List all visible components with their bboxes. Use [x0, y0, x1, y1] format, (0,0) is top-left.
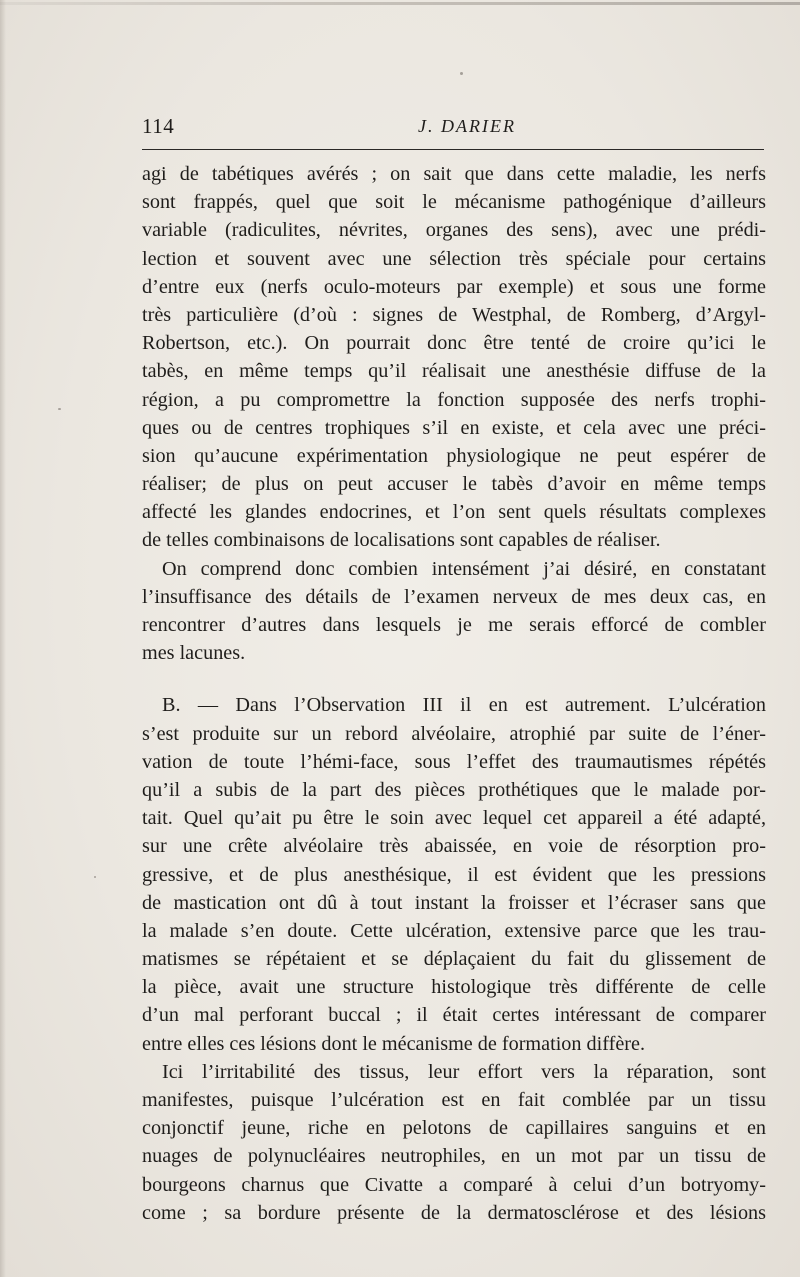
page-number: 114 — [142, 114, 175, 138]
text-line: rencontrer d’autres dans lesquels je me serais efforcé de combler — [142, 614, 766, 636]
text-line: affecté les glandes endocrines, et l’on sent quels résultats complexes — [142, 501, 766, 524]
text-line: sont frappés, quel que soit le mécanisme pathogénique d’ailleurs — [142, 191, 766, 214]
text-line: ques ou de centres trophiques s’il en existe, et cela avec une préci- — [142, 416, 766, 439]
page-gutter-shadow — [0, 0, 6, 1277]
text-line: Ici l’irritabilité des tissus, leur effort vers la réparation, sont — [162, 1060, 766, 1083]
text-line: entre elles ces lésions dont le mécanisme de formation diffère. — [142, 1032, 646, 1055]
scan-speck — [58, 408, 61, 410]
text-line: B. — Dans l’Observation III il en est autrement. L’ulcération — [162, 694, 766, 717]
text-line: de telles combinaisons de localisations sont capables de réaliser. — [142, 529, 661, 552]
text-line: la malade s’en doute. Cette ulcération, extensive parce que les trau- — [142, 919, 766, 942]
text-line: qu’il a subis de la part des pièces prothétiques que le malade por- — [142, 778, 766, 801]
text-line: de mastication ont dû à tout instant la froisser et l’écraser sans que — [142, 891, 766, 914]
scan-speck — [94, 876, 96, 878]
body-text — [142, 160, 766, 1227]
text-line: la pièce, avait une structure histologique très différente de celle — [142, 976, 766, 999]
text-line: lection et souvent avec une sélection très spéciale pour certains — [142, 247, 766, 270]
text-line: Robertson, etc.). On pourrait donc être tenté de croire qu’ici le — [142, 332, 766, 355]
running-head: J. DARIER — [418, 116, 516, 136]
text-line: manifestes, puisque l’ulcération est en fait comblée par un tissu — [142, 1089, 766, 1111]
text-line: vation de toute l’hémi-face, sous l’effet des traumautismes répétés — [142, 750, 766, 773]
text-line: sur une crête alvéolaire très abaissée, en voie de résorption pro- — [142, 835, 766, 858]
text-line: tabès, en même temps qu’il réalisait une anesthésie diffuse de la — [142, 360, 766, 383]
paragraph — [142, 691, 766, 1057]
text-line: matismes se répétaient et se déplaçaient du fait du glissement de — [142, 948, 766, 971]
text-line: come ; sa bordure présente de la dermatosclérose et des lésions — [142, 1201, 766, 1224]
text-line: conjonctif jeune, riche en pelotons de capillaires sanguins et en — [142, 1117, 766, 1140]
text-line: l’insuffisance des détails de l’examen nerveux de mes deux cas, en — [142, 585, 766, 608]
paragraph — [142, 555, 766, 668]
text-line: très particulière (d’où : signes de Westphal, de Romberg, d’Argyl- — [142, 303, 766, 326]
text-line: région, a pu compromettre la fonction supposée des nerfs trophi- — [142, 388, 766, 411]
section-gap — [142, 667, 766, 691]
page-top-edge — [0, 2, 800, 5]
text-line: mes lacunes. — [142, 642, 246, 665]
text-line: d’un mal perforant buccal ; il était certes intéressant de comparer — [142, 1004, 766, 1027]
text-line: nuages de polynucléaires neutrophiles, en un mot par un tissu de — [142, 1145, 766, 1168]
page-header — [142, 112, 764, 146]
text-line: gressive, et de plus anesthésique, il est évident que les pressions — [142, 863, 766, 886]
text-line: sion qu’aucune expérimentation physiologique ne peut espérer de — [142, 444, 766, 467]
text-line: variable (radiculites, névrites, organes des sens), avec une prédi- — [142, 219, 766, 242]
text-line: s’est produite sur un rebord alvéolaire, atrophié par suite de l’éner- — [142, 722, 766, 745]
paragraph — [142, 1058, 766, 1227]
paragraph — [142, 160, 766, 555]
scan-speck — [460, 72, 463, 75]
text-line: d’entre eux (nerfs oculo-moteurs par exemple) et sous une forme — [142, 275, 766, 298]
text-line: réaliser; de plus on peut accuser le tabès d’avoir en même temps — [142, 473, 766, 496]
text-line: bourgeons charnus que Civatte a comparé à celui d’un botryomy- — [142, 1173, 766, 1196]
text-line: tait. Quel qu’ait pu être le soin avec lequel cet appareil a été adapté, — [142, 807, 766, 830]
text-line: On comprend donc combien intensément j’ai désiré, en constatant — [162, 557, 766, 580]
header-rule — [142, 149, 764, 150]
text-line: agi de tabétiques avérés ; on sait que dans cette maladie, les nerfs — [142, 163, 766, 185]
